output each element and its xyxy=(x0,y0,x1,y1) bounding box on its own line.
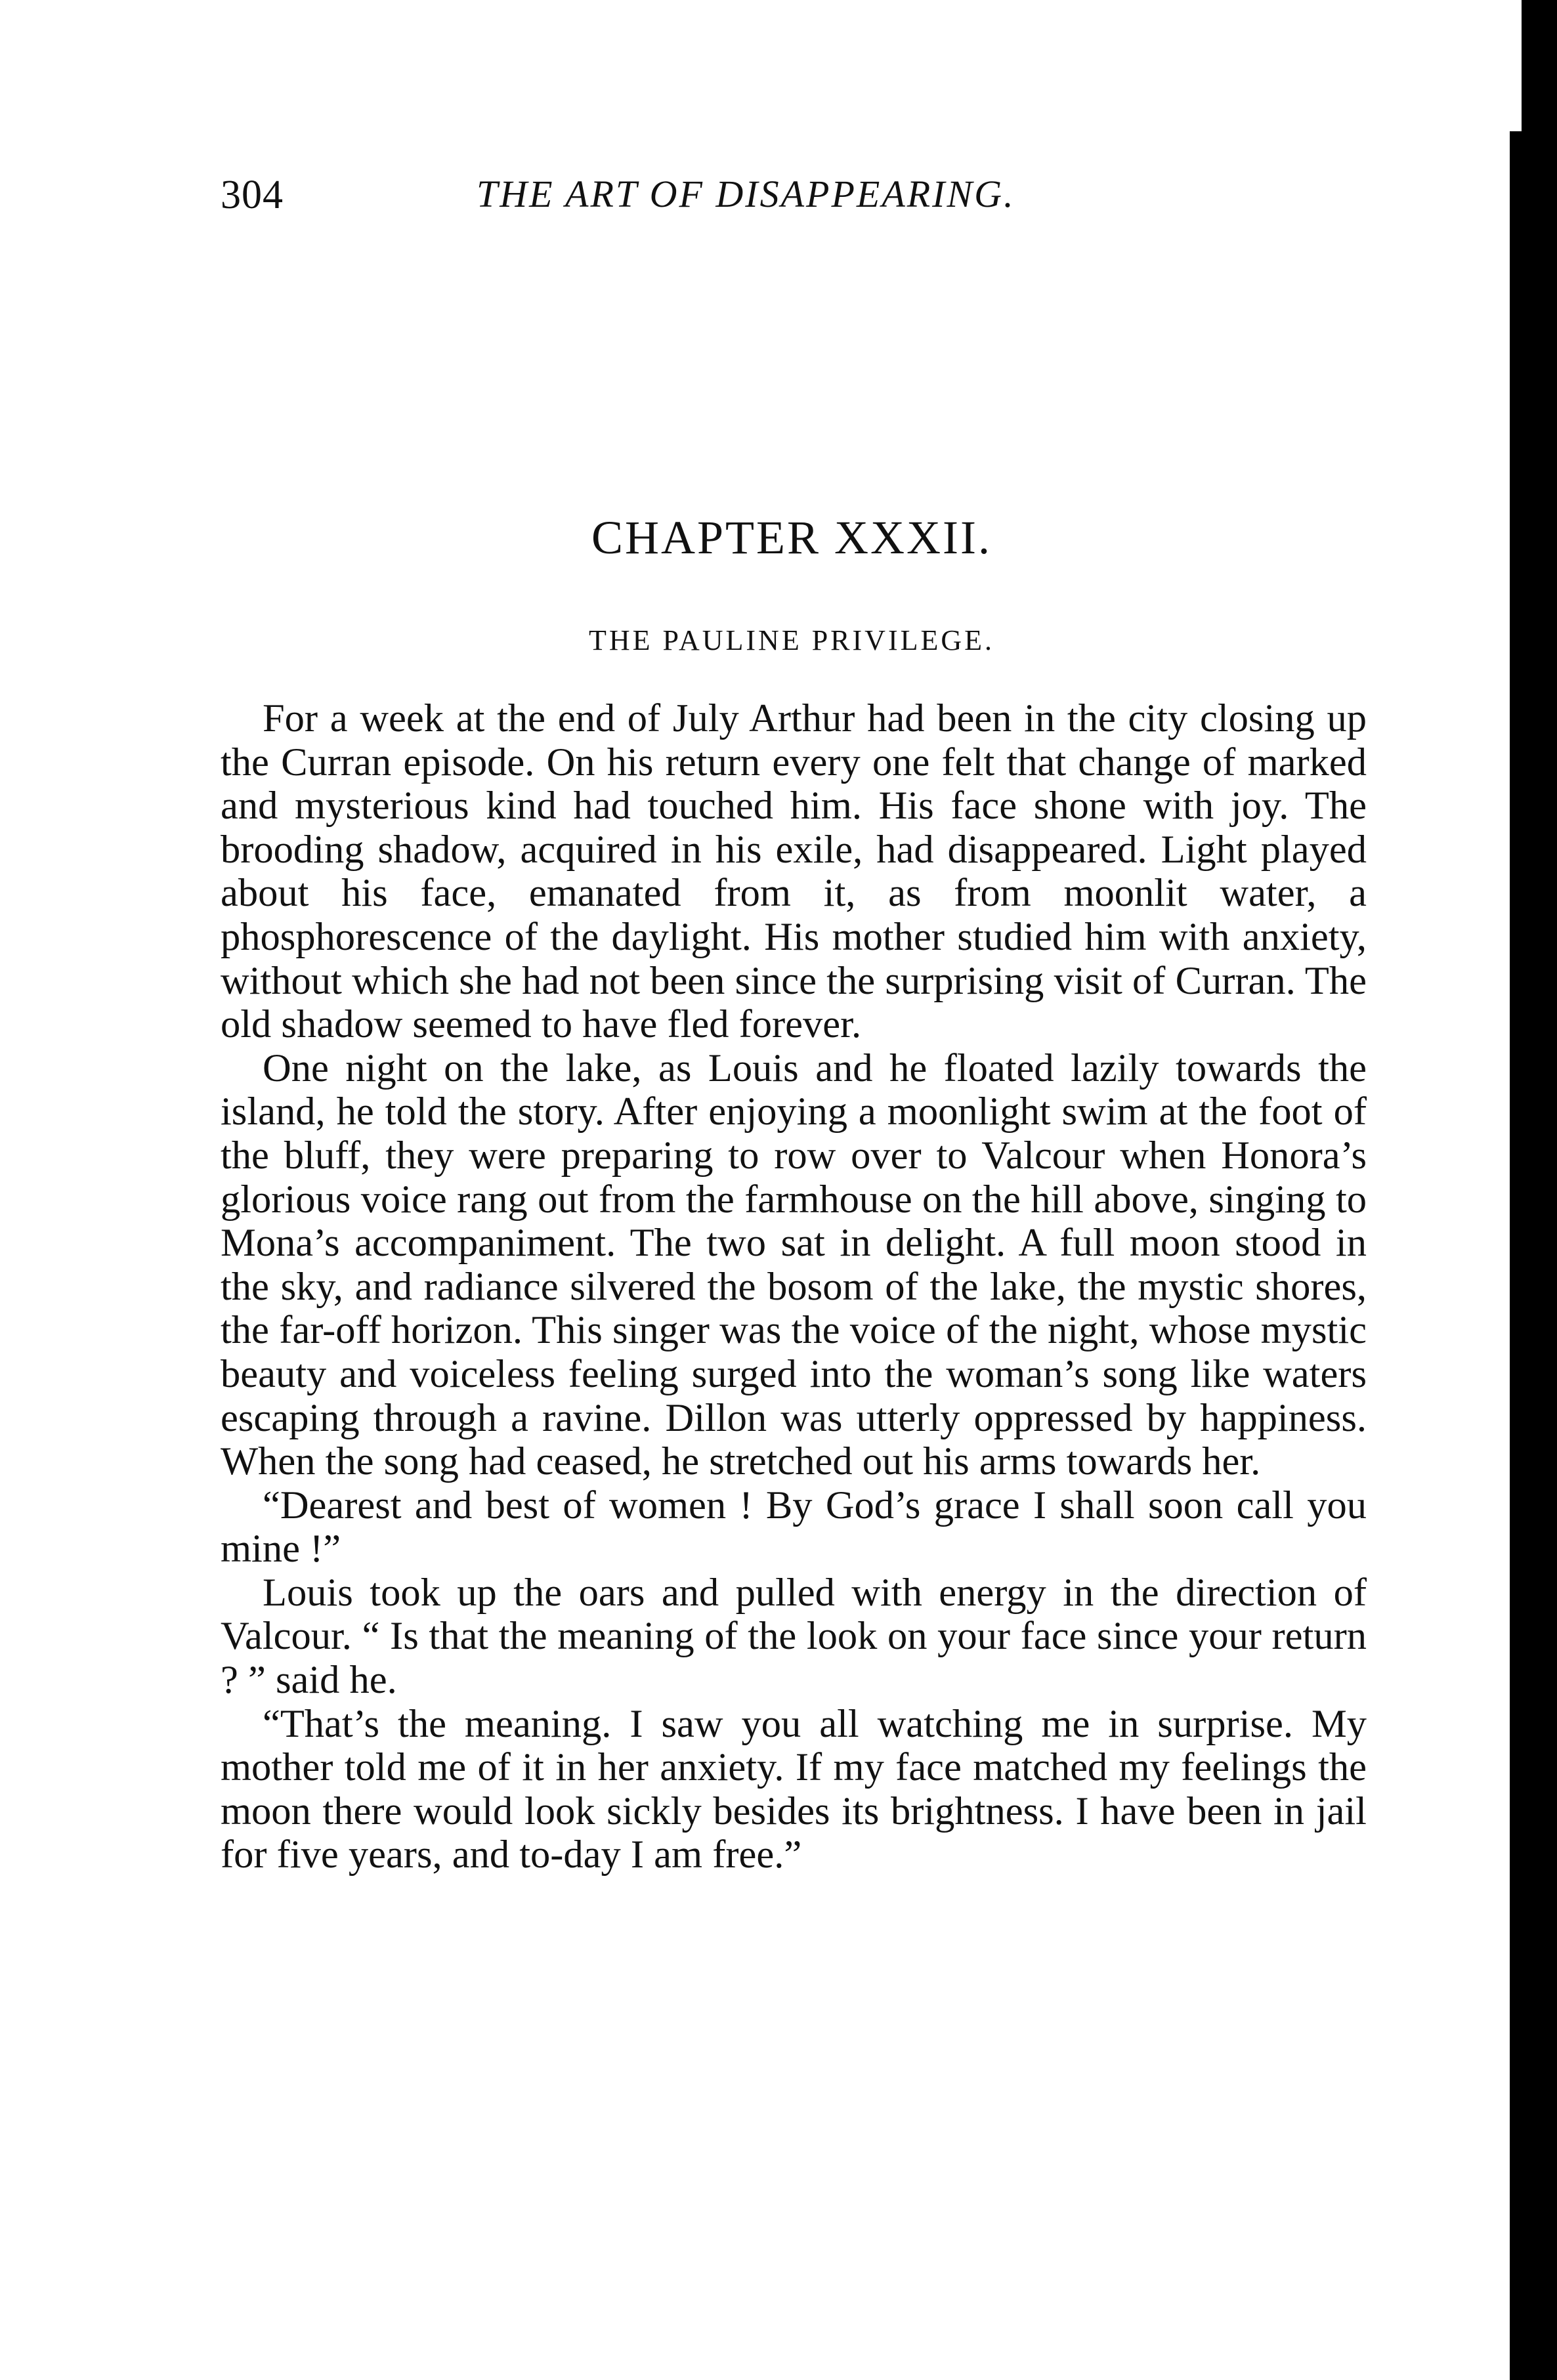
page-number: 304 xyxy=(221,173,284,217)
paragraph: “That’s the meaning. I saw you all watching me in surprise. My mother told me of it in her anxiety. If my face matched my feelings the moon there would look sickly besides its brightness. I have been in jail for five years, and to-day I am free.” xyxy=(221,1701,1367,1877)
running-head xyxy=(221,172,1363,231)
page-edge-shadow xyxy=(1510,131,1557,2380)
paragraph: One night on the lake, as Louis and he floated lazily towards the island, he told the story. After enjoying a moonlight swim at the foot of the bluff, they were preparing to row over to Valcour when Honora’s glorious voice rang out from the farmhouse on the hill above, singing to Mona’s accompaniment. The two sat in delight. A full moon stood in the sky, and radiance silvered the bosom of the lake, the mystic shores, the far-off horizon. This singer was the voice of the night, whose mystic beauty and voiceless feeling surged into the woman’s song like waters escaping through a ravine. Dillon was utterly oppressed by happiness. When the song had ceased, he stretched out his arms towards her. xyxy=(221,1046,1367,1484)
chapter-title: CHAPTER XXXII. xyxy=(591,511,992,564)
running-title: THE ART OF DISAPPEARING. xyxy=(477,173,1015,215)
body-text xyxy=(221,697,1367,1877)
paragraph: “Dearest and best of women ! By God’s grace I shall soon call you mine !” xyxy=(221,1483,1367,1571)
page-edge-shadow-top xyxy=(1522,0,1557,138)
chapter-subtitle: THE PAULINE PRIVILEGE. xyxy=(589,624,994,656)
paragraph: For a week at the end of July Arthur had been in the city closing up the Curran episode. On his return every one felt that change of marked and mysterious kind had touched him. His face shone with joy. The brooding shadow, acquired in his exile, had disappeared. Light played about his face, emanated from it, as from moonlit water, a phosphorescence of the daylight. His mother studied him with anxiety, without which she had not been since the surprising visit of Curran. The old shadow seemed to have fled forever. xyxy=(221,696,1367,1047)
paragraph: Louis took up the oars and pulled with energy in the direction of Valcour. “ Is that the meaning of the look on your face since your return ? ” said he. xyxy=(221,1570,1367,1703)
